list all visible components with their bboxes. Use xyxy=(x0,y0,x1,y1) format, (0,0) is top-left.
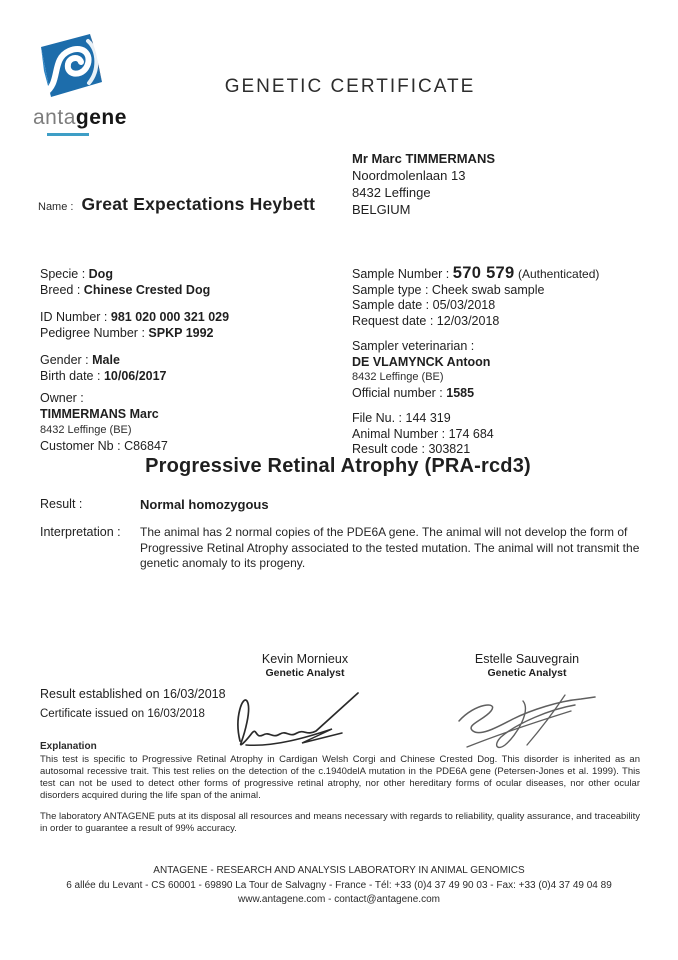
sample-number-value: 570 579 xyxy=(452,264,515,282)
veterinarian-address: 8432 Leffinge (BE) xyxy=(352,371,444,383)
id-group xyxy=(40,309,340,341)
explanation-paragraph: The laboratory ANTAGENE puts at its disposal all resources and means necessary with regards to reliability, quality assurance, and traceability in order to guarantee a result of 99% accuracy. xyxy=(40,811,641,834)
pedigree-row xyxy=(40,325,340,341)
birth-date-label: Birth date : xyxy=(40,369,101,383)
specie-value: Dog xyxy=(88,267,113,281)
result-value: Normal homozygous xyxy=(140,497,269,512)
specie-breed-group xyxy=(40,266,340,298)
id-number-row xyxy=(40,309,340,325)
sample-type-row xyxy=(352,283,652,299)
owner-label: Owner : xyxy=(40,391,84,405)
official-number-label: Official number : xyxy=(352,385,443,400)
id-number-value: 981 020 000 321 029 xyxy=(110,310,230,324)
animal-name-value: Great Expectations Heybett xyxy=(81,194,316,214)
sample-number-label: Sample Number : xyxy=(352,267,450,281)
animal-info-column xyxy=(40,266,340,454)
interpretation-row xyxy=(40,525,640,572)
pedigree-value: SPKP 1992 xyxy=(148,326,214,340)
footer-address: 6 allée du Levant - CS 60001 - 69890 La Tour de Salvagny - France - Tél: +33 (0)4 37 49 90 03 - Fax: +33 (0)4 37 49 04 89 xyxy=(66,879,612,891)
recipient-name: Mr Marc TIMMERMANS xyxy=(352,151,496,166)
owner-address: 8432 Leffinge (BE) xyxy=(40,424,132,436)
official-number-value: 1585 xyxy=(446,385,475,400)
test-title: Progressive Retinal Atrophy (PRA-rcd3) xyxy=(145,455,531,477)
analyst-role: Genetic Analyst xyxy=(265,667,345,679)
recipient-street: Noordmolenlaan 13 xyxy=(352,168,466,183)
analyst-signature-block xyxy=(215,652,395,754)
animal-name-label: Name : xyxy=(38,201,74,213)
result-row xyxy=(40,497,640,512)
file-number-label: File Nu. : xyxy=(352,411,403,425)
result-label: Result : xyxy=(40,497,83,511)
file-number-row xyxy=(352,411,652,427)
veterinarian-label: Sampler veterinarian : xyxy=(352,339,475,353)
recipient-city: 8432 Leffinge xyxy=(352,185,431,200)
document-title: GENETIC CERTIFICATE xyxy=(224,76,476,97)
recipient-address-block xyxy=(352,150,495,218)
result-code-label: Result code : xyxy=(352,442,425,456)
gender-value: Male xyxy=(92,353,120,367)
footer-lab-name: ANTAGENE - RESEARCH AND ANALYSIS LABORATORY IN ANIMAL GENOMICS xyxy=(153,865,525,876)
request-date-row xyxy=(352,314,652,330)
analyst-name: Kevin Mornieux xyxy=(261,652,349,666)
explanation-paragraph: This test is specific to Progressive Retinal Atrophy in Cardigan Welsh Corgi and Chinese Crested Dog. This disorder is inherited as an autosomal recessive trait. This test relies on the detection of the c.1940delA mutation in the PDE6A gene (Petersen-Jones et al. 1999). This test can not be used to detect other forms of progressive retinal atrophy, nor other hereditary forms of ocular diseases, nor other ocular disorders acquired during the life span of the animal. xyxy=(40,754,640,801)
specie-row xyxy=(40,266,340,282)
gender-label: Gender : xyxy=(40,353,89,367)
certificate-dates xyxy=(40,687,226,720)
request-date-label: Request date : xyxy=(352,313,434,328)
owner-name: TIMMERMANS Marc xyxy=(40,407,159,421)
veterinarian-name: DE VLAMYNCK Antoon xyxy=(352,354,491,369)
sample-authenticated-flag: (Authenticated) xyxy=(517,267,600,281)
sample-type-label: Sample type : xyxy=(352,282,429,297)
explanation-section xyxy=(40,741,640,835)
gender-birth-group xyxy=(40,352,340,384)
sample-info-column xyxy=(352,266,652,458)
result-code-value: 303821 xyxy=(428,442,471,456)
breed-value: Chinese Crested Dog xyxy=(83,283,211,297)
laboratory-footer xyxy=(20,864,658,908)
interpretation-label: Interpretation : xyxy=(40,525,121,539)
breed-label: Breed : xyxy=(40,283,81,297)
customer-row xyxy=(40,438,340,454)
pedigree-label: Pedigree Number : xyxy=(40,326,145,340)
file-group xyxy=(352,411,652,458)
animal-name-row xyxy=(38,194,315,215)
specie-label: Specie : xyxy=(40,267,86,281)
logo-wordmark xyxy=(33,106,133,130)
owner-group xyxy=(40,390,340,454)
interpretation-text: The animal has 2 normal copies of the PDE6A gene. The animal will not develop the form of Progressive Retinal Atrophy associated to the tested mutation. The animal will not transmit the genetic anomaly to its progeny. xyxy=(140,525,640,570)
sample-group xyxy=(352,266,652,329)
breed-row xyxy=(40,282,340,298)
result-established-date: Result established on 16/03/2018 xyxy=(40,687,226,701)
animal-number-row xyxy=(352,427,652,443)
sample-type-value: Cheek swab sample xyxy=(431,282,545,297)
recipient-country: BELGIUM xyxy=(352,202,411,217)
analyst-role: Genetic Analyst xyxy=(487,667,567,679)
logo-text-gene: gene xyxy=(75,106,127,129)
signature-icon xyxy=(230,687,380,749)
animal-number-label: Animal Number : xyxy=(352,426,446,441)
veterinarian-group xyxy=(352,339,652,401)
birth-date-value: 10/06/2017 xyxy=(103,369,167,383)
footer-contact: www.antagene.com - contact@antagene.com xyxy=(238,894,440,905)
analyst-name: Estelle Sauvegrain xyxy=(474,652,580,666)
sample-number-row xyxy=(352,266,652,283)
sample-date-value: 05/03/2018 xyxy=(432,298,496,312)
customer-label: Customer Nb : xyxy=(40,439,121,453)
request-date-value: 12/03/2018 xyxy=(436,313,500,328)
birth-date-row xyxy=(40,368,340,384)
certificate-issued-date: Certificate issued on 16/03/2018 xyxy=(40,708,205,720)
sample-date-label: Sample date : xyxy=(352,298,430,312)
logo-text-anta: anta xyxy=(33,106,76,129)
animal-number-value: 174 684 xyxy=(448,426,494,441)
logo-underline xyxy=(47,133,89,136)
explanation-heading: Explanation xyxy=(40,741,97,752)
file-number-value: 144 319 xyxy=(405,411,451,425)
id-number-label: ID Number : xyxy=(40,310,108,324)
sample-date-row xyxy=(352,298,652,314)
customer-value: C86847 xyxy=(124,439,168,453)
gender-row xyxy=(40,352,340,368)
official-number-row xyxy=(352,386,652,402)
